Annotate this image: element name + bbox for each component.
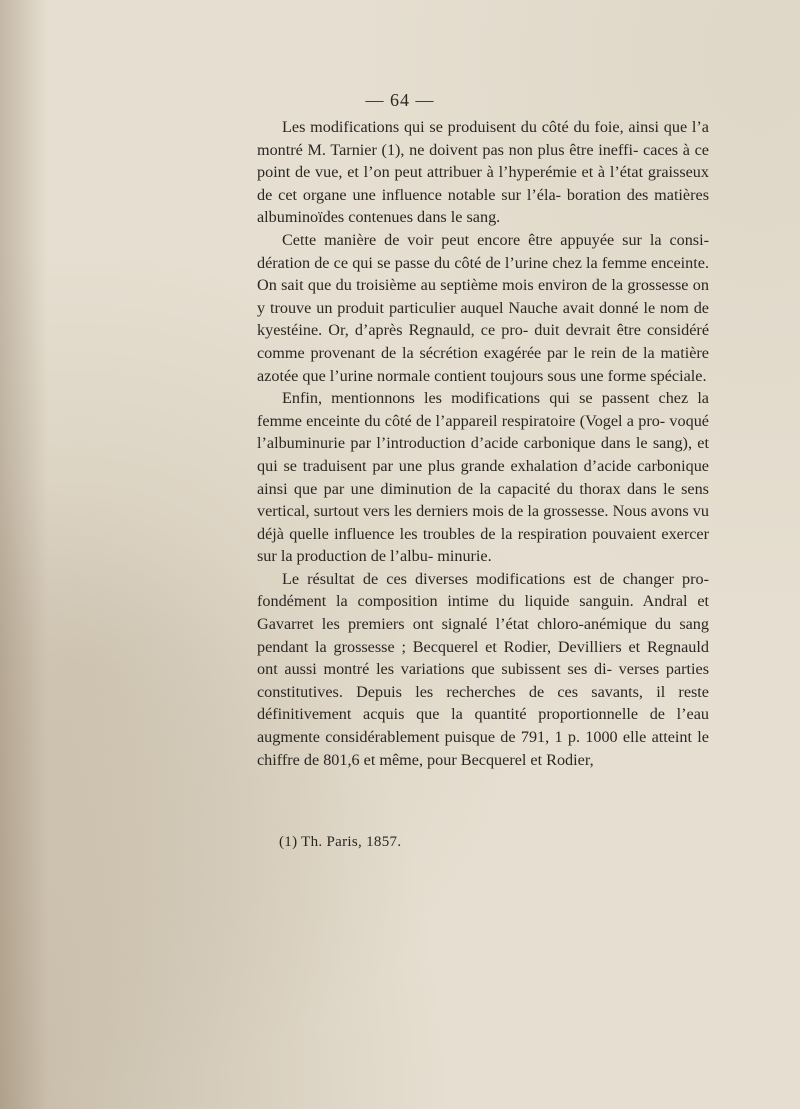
page-edge-shadow	[0, 0, 48, 1109]
footnote: (1) Th. Paris, 1857.	[279, 834, 402, 850]
body-text	[257, 116, 709, 771]
paragraph-urine: Cette manière de voir peut encore être appuyée sur la consi- dération de ce qui se passe du côté de l’urine chez la femme enceinte. On sait que du troisième au septième mois environ de la grossesse on y trouve un produit particulier auquel Nauche avait donné le nom de kyestéine. Or, d’après Regnauld, ce pro- duit devrait être considéré comme provenant de la sécrétion exagérée par le rein de la matière azotée que l’urine normale contient toujours sous une forme spéciale.	[257, 230, 709, 385]
page-number: — 64 —	[365, 90, 435, 110]
paragraph-blood: Le résultat de ces diverses modifications est de changer pro- fondément la composition intime du liquide sanguin. Andral et Gavarret les premiers ont signalé l’état chloro-anémique du sang pendant la grossesse ; Becquerel et Rodier, Devilliers et Regnauld ont aussi montré les variations que subissent ses di- verses parties constitutives. Depuis les recherches de ces savants, il reste définitivement acquis que la quantité proportionnelle de l’eau augmente considérablement puisque de 791, 1 p. 1000 elle atteint le chiffre de 801,6 et même, pour Becquerel et Rodier,	[257, 569, 709, 769]
paragraph-liver: Les modifications qui se produisent du côté du foie, ainsi que l’a montré M. Tarnier (1), ne doivent pas non plus être ineffi- caces à ce point de vue, et l’on peut attribuer à l’hyperémie et à l’état graisseux de cet organe une influence notable sur l’éla- boration des matières albuminoïdes contenues dans le sang.	[257, 118, 709, 227]
paragraph-respiration: Enfin, mentionnons les modifications qui se passent chez la femme enceinte du côté de l’appareil respiratoire (Vogel a pro- voqué l’albuminurie par l’introduction d’acide carbonique dans le sang), et qui se traduisent par une plus grande exhalation d’acide carbonique ainsi que par une diminution de la capacité du thorax dans le sens vertical, surtout vers les derniers mois de la grossesse. Nous avons vu déjà quelle influence les troubles de la respiration pouvaient exercer sur la production de l’albu- minurie.	[257, 389, 709, 566]
